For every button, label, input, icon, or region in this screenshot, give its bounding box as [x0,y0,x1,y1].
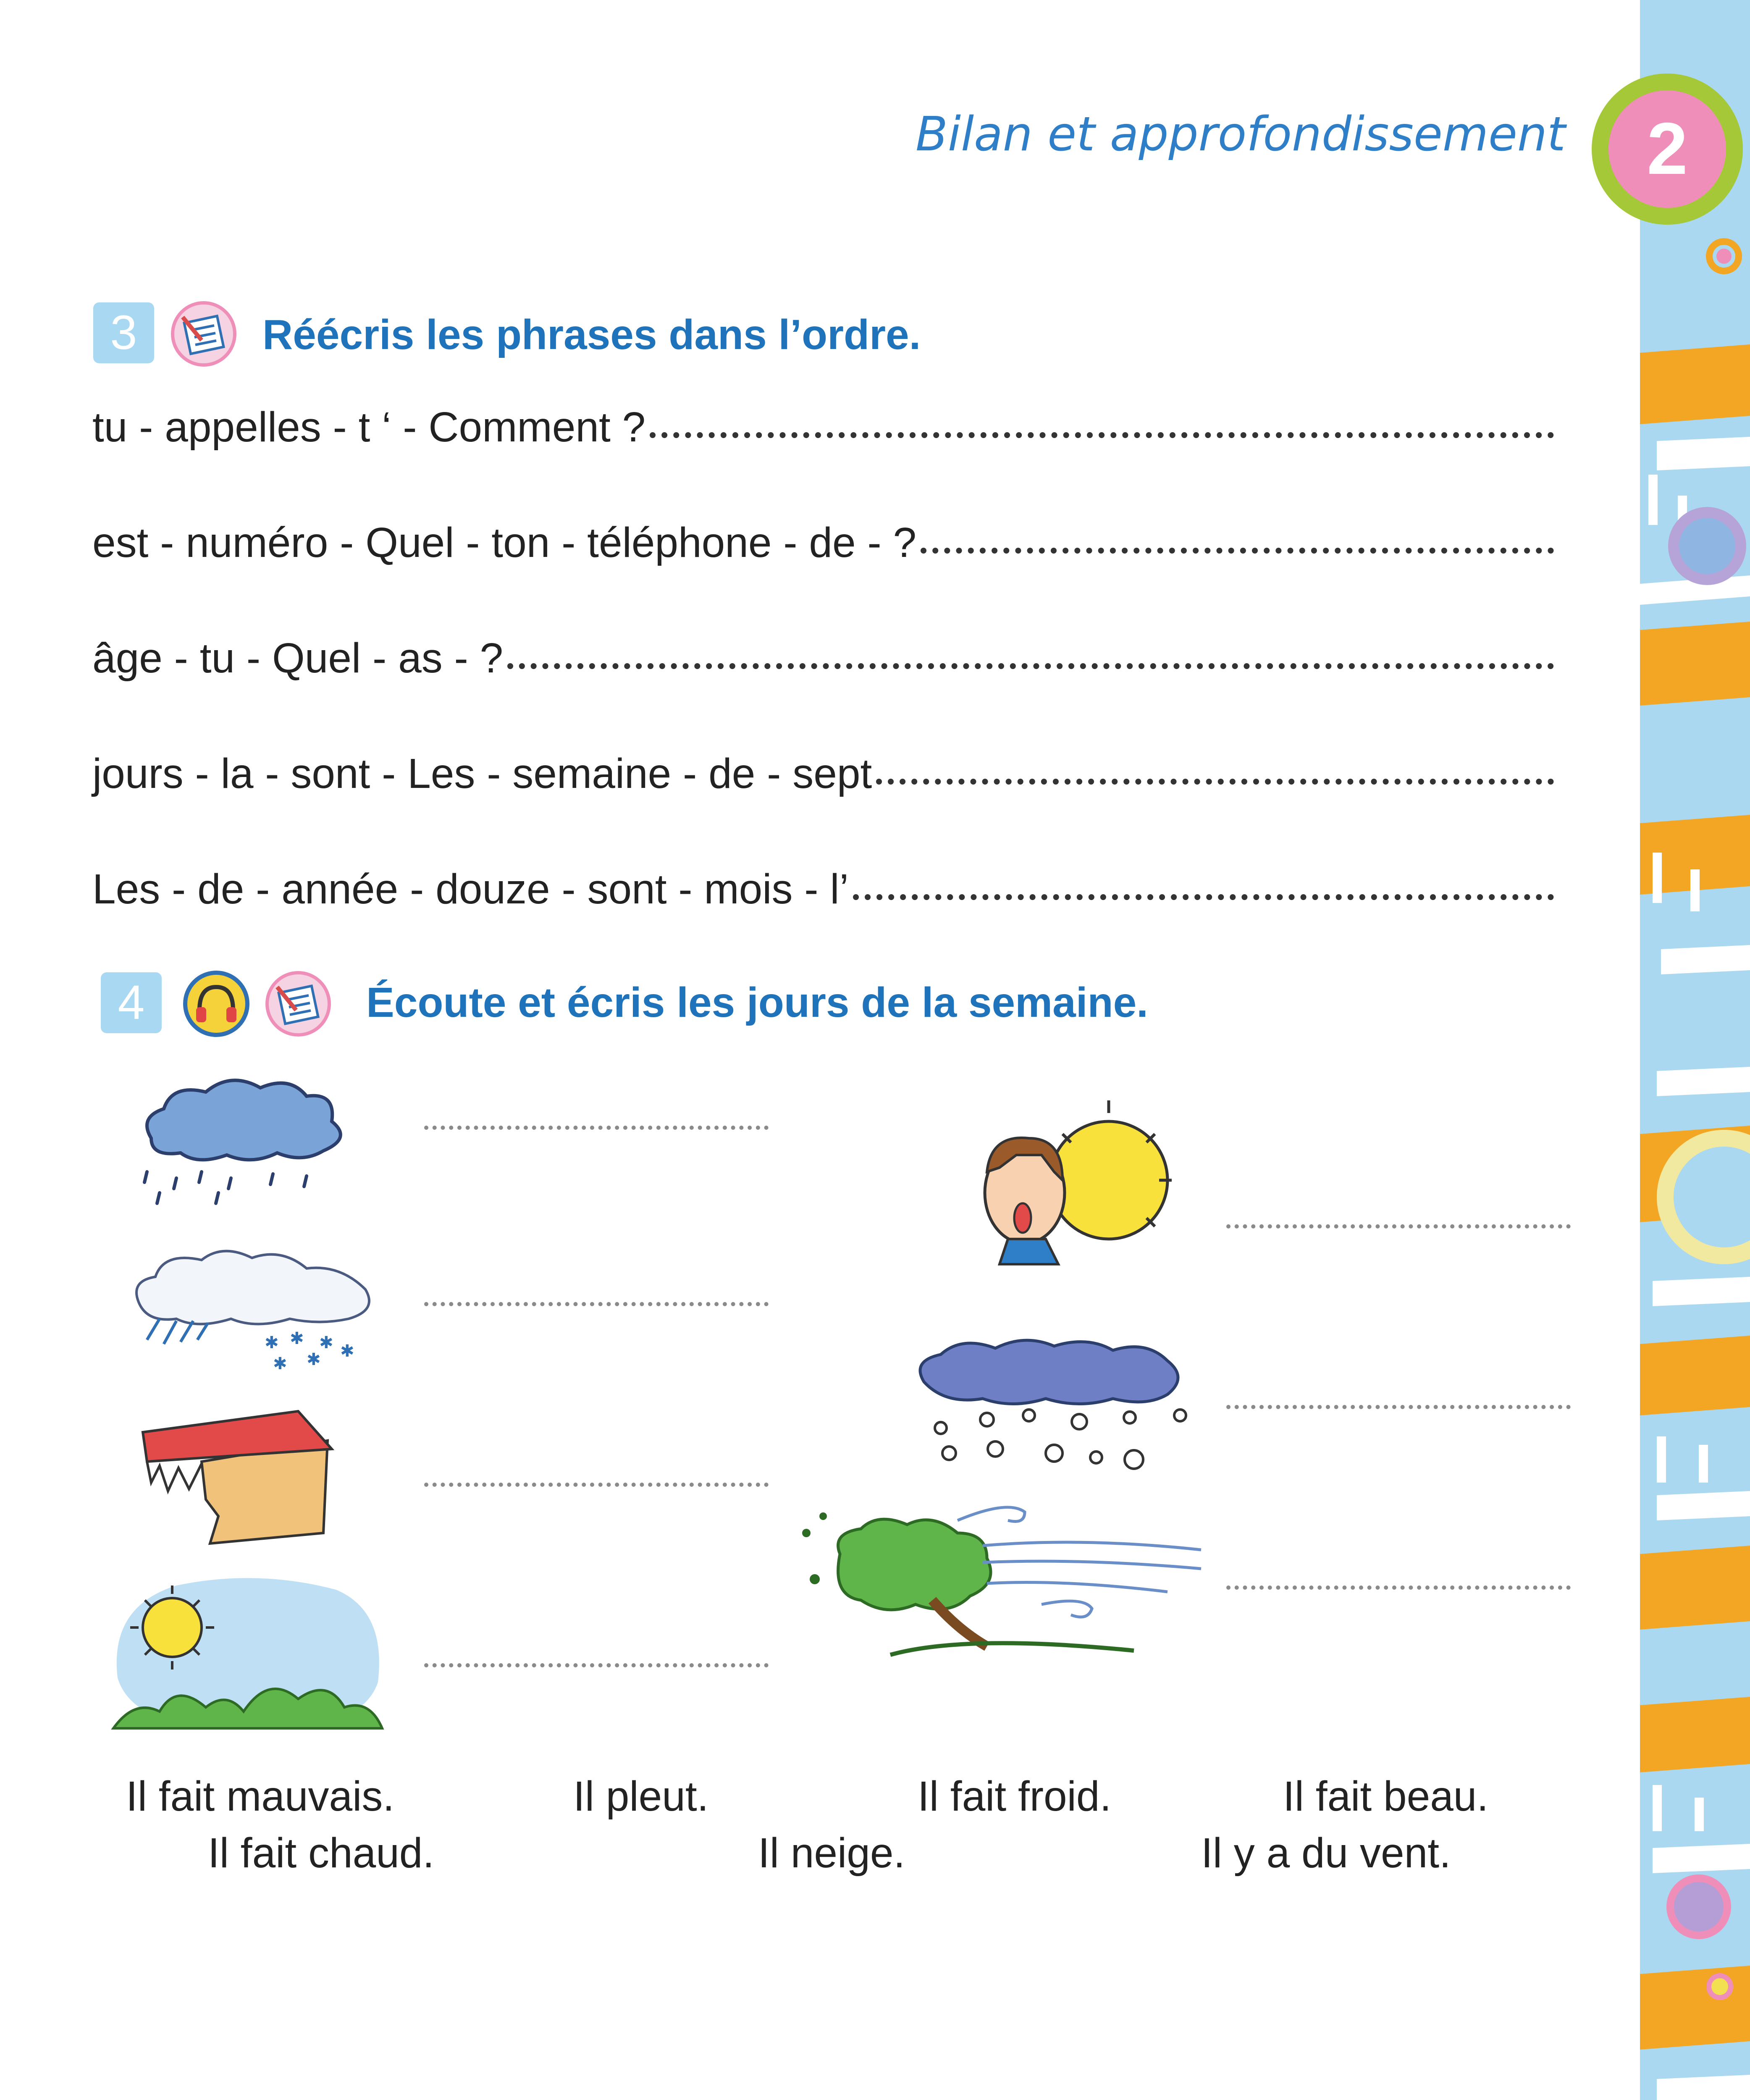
sentence-row [92,403,1554,452]
scrambled-sentence: est - numéro - Quel - ton - téléphone - de - ? [92,519,917,566]
sentence-row [92,519,1554,567]
svg-text:✱: ✱ [319,1333,333,1352]
svg-text:✱: ✱ [273,1354,287,1373]
weather-answer-line[interactable] [424,1483,769,1487]
weather-answer-line[interactable] [1226,1224,1571,1228]
write-icon [170,300,237,368]
exercise-4-number: 4 [101,972,162,1033]
answer-line[interactable] [507,663,1554,669]
answer-line[interactable] [853,894,1554,900]
snow-rain-cloud-picture [130,1235,382,1380]
unit-badge [1592,74,1743,225]
svg-text:✱: ✱ [340,1341,354,1361]
scrambled-sentence: jours - la - sont - Les - semaine - de - sept [92,750,872,797]
unit-number: 2 [1608,90,1726,208]
snow-cloud-picture [911,1331,1189,1485]
exercise-4-instruction: Écoute et écris les jours de la semaine. [366,979,1148,1026]
weather-answer-line[interactable] [1226,1586,1571,1590]
sentence-row [92,750,1554,798]
word-bank-item: Il fait beau. [1283,1773,1489,1820]
sentence-row [92,865,1554,914]
word-bank-item: Il y a du vent. [1201,1830,1451,1877]
exercise-3-instruction: Réécris les phrases dans l’ordre. [262,311,921,358]
svg-text:✱: ✱ [307,1350,321,1369]
scrambled-sentence: Les - de - année - douze - sont - mois - l’ [92,866,849,913]
word-bank-item: Il neige. [758,1830,905,1877]
svg-text:✱: ✱ [265,1333,279,1352]
sunny-landscape-picture [109,1573,386,1743]
page-header-title: Bilan et approfondissement [916,107,1566,162]
hot-boy-sun-picture [974,1096,1172,1292]
svg-text:✱: ✱ [290,1329,304,1348]
windy-tree-picture [790,1495,1205,1674]
sentence-row [92,634,1554,682]
word-bank-item: Il fait froid. [918,1773,1112,1820]
scrambled-sentence: tu - appelles - t ‘ - Comment ? [92,404,646,451]
weather-answer-line[interactable] [424,1302,769,1306]
headphones-icon [183,970,250,1037]
answer-line[interactable] [650,432,1554,438]
rain-cloud-picture [134,1067,370,1212]
weather-answer-line[interactable] [424,1126,769,1130]
word-bank-item: Il fait mauvais. [126,1773,395,1820]
exercise-3-number: 3 [93,302,154,363]
decorative-side-strip [1640,0,1750,2100]
word-bank-item: Il fait chaud. [208,1830,435,1877]
weather-answer-line[interactable] [1226,1405,1571,1409]
weather-answer-line[interactable] [424,1663,769,1667]
hot-roof-picture [139,1394,336,1548]
write-icon [265,970,332,1037]
scrambled-sentence: âge - tu - Quel - as - ? [92,635,504,682]
answer-line[interactable] [921,548,1554,554]
answer-line[interactable] [876,779,1554,785]
strip-pattern [1640,0,1750,2100]
word-bank-item: Il pleut. [573,1773,709,1820]
